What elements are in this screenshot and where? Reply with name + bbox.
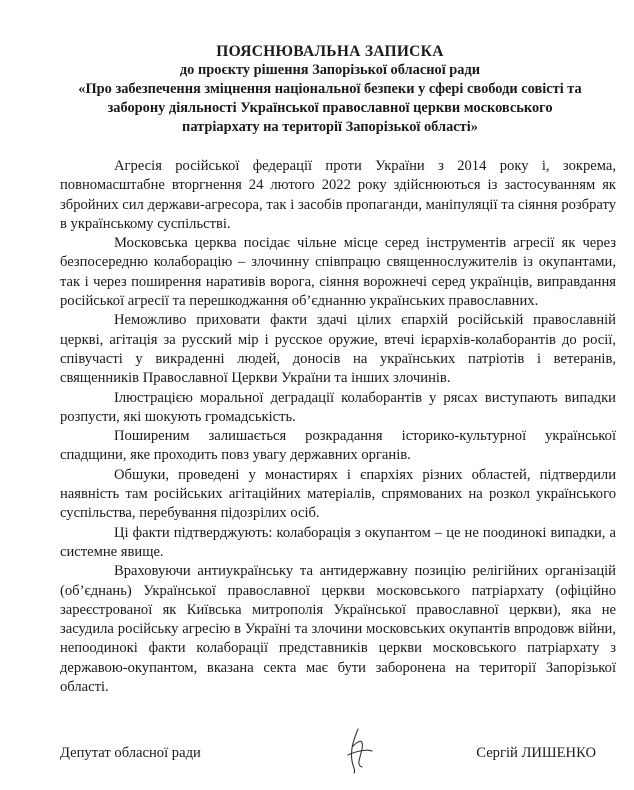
document-title: ПОЯСНЮВАЛЬНА ЗАПИСКА (216, 43, 444, 60)
document-body (60, 157, 616, 697)
document-topic-line-2: заборону діяльності Української православної церкви московського (107, 100, 553, 116)
signatory-name: Сергій ЛИШЕНКО (476, 745, 596, 761)
paragraph: Поширеним залишається розкрадання історико-культурної української спадщини, яке проходить повз увагу державних органів. (60, 428, 616, 464)
paragraph: Агресія російської федерації проти України з 2014 року і, зокрема, повномасштабне вторгнення 24 лютого 2022 року здійснюються із застосуванням як збройних сил держави-агресора, так і засобів пропаганди, маніпуляції та сіяння розбрату в українському суспільстві. (60, 158, 616, 232)
paragraph: Враховуючи антиукраїнську та антидержавну позицію релігійних організацій (об’єднань) Української православної церкви московського патріархату (офіційно зареєстрованої як Київська митрополія Української православної церкви), яка не засудила російську агресію в Україні та злочини московських окупантів впродовж війни, непоодинокі факти колаборації представників церкви московського патріархату з державою-окупантом, вказана секта має бути заборонена на території Запорізької області. (60, 563, 616, 696)
document-subtitle: до проєкту рішення Запорізької обласної ради (179, 62, 481, 78)
signature-icon (328, 727, 388, 775)
signature-block (60, 741, 616, 771)
paragraph: Ці факти підтверджують: колаборація з окупантом – це не поодинокі випадки, а системне явище. (60, 524, 616, 560)
document-topic-line-1: «Про забезпечення зміцнення національної безпеки у сфері свободи совісті та (78, 81, 582, 97)
paragraph: Ілюстрацією моральної деградації колаборантів у рясах виступають випадки розпусти, які шокують громадськість. (60, 389, 616, 425)
signatory-role: Депутат обласної ради (60, 745, 201, 761)
document-topic-line-3: патріархату на території Запорізької області» (182, 119, 478, 135)
document-header (50, 42, 610, 137)
paragraph: Обшуки, проведені у монастирях і єпархіях різних областей, підтвердили наявність там російських агітаційних матеріалів, спрямованих на розкол українського суспільства, перебування підозрілих осіб. (60, 466, 616, 522)
paragraph: Московська церква посідає чільне місце серед інструментів агресії як через безпосередню колаборацію – злочинну співпрацю священнослужителів із окупантами, так і через поширення наративів ворога, сіяння ворожнечі серед українців, виправдання російської агресії та перешкоджання об’єднанню українських православних. (60, 235, 616, 310)
paragraph: Неможливо приховати факти здачі цілих єпархій російській православній церкві, агітація за русский мір і русское оружие, втечі ієрархів-колаборантів до росії, співучасті у викраденні людей, доносів на українських патріотів і ветеранів, священників Православної Церкви України та інших злочинів. (60, 312, 616, 387)
